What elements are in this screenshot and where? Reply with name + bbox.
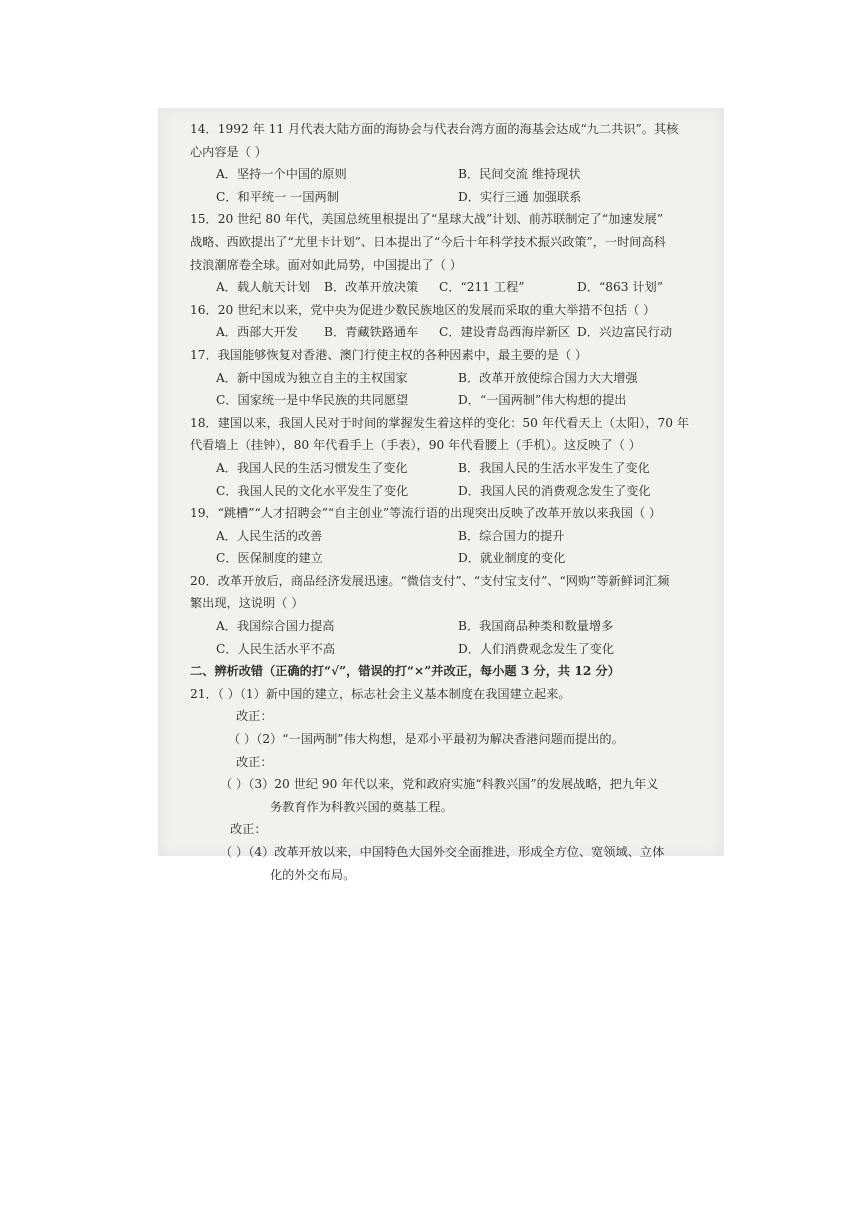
correction-label: 改正： [230,822,267,837]
correction-label: 改正： [236,754,273,769]
question-text: 技浪潮席卷全球。面对如此局势，中国提出了（ ） [190,257,462,272]
question-text: 14．1992 年 11 月代表大陆方面的海协会与代表台湾方面的海基会达成“九二共识”。其核 [190,122,679,136]
item-1: 21．（ ）（1）新中国的建立，标志社会主义基本制度在我国建立起来。 [190,686,571,701]
option-a: A．人民生活的改善 [216,528,323,543]
question-text: 16．20 世纪末以来，党中央为促进少数民族地区的发展而采取的重大举措不包括（ ） [190,302,656,317]
option-c: C．建设青岛西海岸新区 [439,325,571,340]
option-d: D．就业制度的变化 [458,551,566,566]
option-d: D．实行三通 加强联系 [458,189,582,204]
item-4: （ ）（4）改革开放以来，中国特色大国外交全面推进，形成全方位、宽领域、立体 [220,845,665,859]
option-d: D．兴边富民行动 [577,325,673,340]
question-text: 20．改革开放后，商品经济发展迅速。“微信支付”、“支付宝支付”、“网购”等新鲜词汇频 [190,573,670,588]
option-a: A．我国人民的生活习惯发生了变化 [216,460,408,475]
option-d: D．“一国两制”伟大构想的提出 [458,393,627,408]
option-a: A．我国综合国力提高 [216,619,335,634]
option-b: B．改革开放使综合国力大大增强 [458,370,638,385]
option-c: C．医保制度的建立 [216,551,323,566]
option-b: B．青藏铁路通车 [324,325,419,340]
option-c: C．和平统一 一国两制 [216,189,339,204]
option-c: C．人民生活水平不高 [216,641,336,656]
item-4-continued: 化的外交布局。 [270,867,356,882]
option-a: A．新中国成为独立自主的主权国家 [216,370,408,385]
option-a: A．西部大开发 [216,325,298,340]
option-a: A．坚持一个中国的原则 [216,167,347,182]
question-text: 心内容是（ ） [190,144,267,159]
item-3-continued: 务教育作为科教兴国的奠基工程。 [270,799,453,814]
option-d: D．我国人民的消费观念发生了变化 [458,483,651,498]
exam-content [190,118,710,886]
option-a: A．载人航天计划 [216,280,311,295]
option-b: B．综合国力的提升 [458,528,565,543]
question-16 [190,299,710,344]
item-2: （ ）（2）“一国两制”伟大构想，是邓小平最初为解决香港问题而提出的。 [228,732,624,747]
question-text: 19．“跳槽”“人才招聘会”“自主创业”等流行语的出现突出反映了改革开放以来我国（ ） [190,506,662,521]
question-text: 15．20 世纪 80 年代，美国总统里根提出了“星球大战”计划、前苏联制定了“加速发展” [190,212,664,227]
correction-label: 改正： [236,709,273,724]
section-correction [190,660,710,886]
question-17 [190,344,710,412]
question-20 [190,570,710,660]
option-c: C．国家统一是中华民族的共同愿望 [216,393,409,408]
option-b: B．我国人民的生活水平发生了变化 [458,460,650,475]
item-3: （ ）（3）20 世纪 90 年代以来，党和政府实施“科教兴国”的发展战略，把九年义 [220,777,659,792]
option-b: B．我国商品种类和数量增多 [458,619,614,634]
option-c: C．“211 工程” [439,280,525,295]
question-text: 战略、西欧提出了“尤里卡计划”、日本提出了“今后十年科学技术振兴政策”，一时间高科 [190,234,666,249]
question-14 [190,118,710,208]
question-19 [190,502,710,570]
option-d: D．“863 计划” [577,280,663,295]
option-c: C．我国人民的文化水平发生了变化 [216,483,409,498]
question-text: 18．建国以来，我国人民对于时间的掌握发生着这样的变化：50 年代看天上（太阳），70 年 [190,415,690,430]
section-title: 二、辨析改错（正确的打“√”，错误的打“×”并改正，每小题 3 分，共 12 分） [190,664,620,679]
question-text: 繁出现，这说明（ ） [190,596,304,611]
question-15 [190,208,710,298]
question-text: 代看墙上（挂钟），80 年代看手上（手表），90 年代看腰上（手机）。这反映了（ ） [190,438,641,453]
question-text: 17．我国能够恢复对香港、澳门行使主权的各种因素中，最主要的是（ ） [190,347,588,362]
question-18 [190,412,710,502]
option-d: D．人们消费观念发生了变化 [458,641,615,656]
option-b: B．改革开放决策 [324,280,419,295]
option-b: B．民间交流 维持现状 [458,167,581,182]
